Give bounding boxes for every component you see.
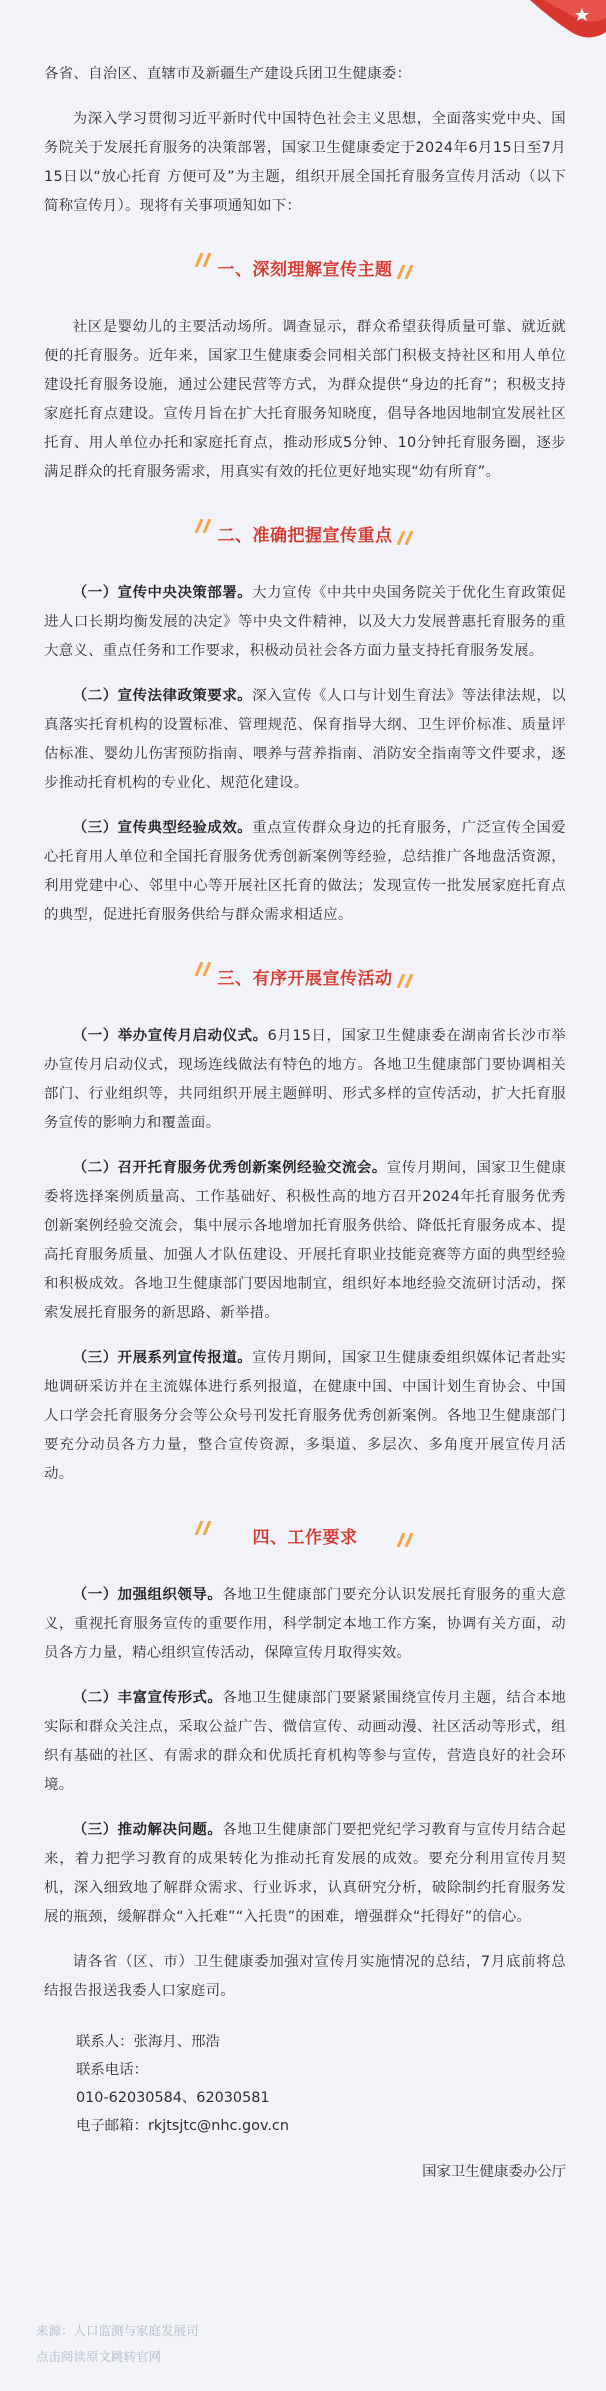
slash-decoration-icon (394, 974, 418, 988)
section-paragraph: （二）宣传法律政策要求。深入宣传《人口与计划生育法》等法律法规，以真落实托育机构的设置标准、管理规范、保育指导大纲、卫生评价标准、质量评估标准、婴幼儿伤害预防指南、喂养与营养指南、消防安全指南等文件要求，逐步推动托育机构的专业化、规范化建设。 (44, 688, 566, 791)
signature: 国家卫生健康委办公厅 (422, 2164, 566, 2180)
contact-person: 联系人：张海月、邢浩 (76, 2034, 220, 2050)
section-paragraph: （三）宣传典型经验成效。重点宣传群众身边的托育服务，广泛宣传全国爱心托育用人单位和全国托育服务优秀创新案例等经验，总结推广各地盘活资源，利用党建中心、邻里中心等开展社区托育的做法；发现宣传一批发展家庭托育点的典型，促进托育服务供给与群众需求相适应。 (44, 820, 566, 923)
section-title: 一、深刻理解宣传主题 (217, 259, 393, 280)
paragraph-lead: （一）宣传中央决策部署。 (72, 585, 253, 601)
paragraph-lead: （三）开展系列宣传报道。 (72, 1350, 253, 1366)
section-title: 三、有序开展宣传活动 (217, 968, 393, 989)
paragraph-lead: （二）宣传法律政策要求。 (72, 688, 253, 704)
paragraph-lead: （一）举办宣传月启动仪式。 (72, 1028, 268, 1044)
slash-decoration-icon (192, 253, 216, 267)
salutation: 各省、自治区、直辖市及新疆生产建设兵团卫生健康委： (44, 66, 412, 82)
section-paragraph: （一）加强组织领导。各地卫生健康部门要充分认识发展托育服务的重大意义，重视托育服务宣传的重要作用，科学制定本地工作方案，协调有关方面，动员各方力量，精心组织宣传活动，保障宣传月取得实效。 (44, 1587, 566, 1661)
slash-decoration-icon (192, 519, 216, 533)
paragraph-lead: （二）丰富宣传形式。 (72, 1690, 223, 1706)
section-paragraph: （三）开展系列宣传报道。宣传月期间，国家卫生健康委组织媒体记者赴实地调研采访并在主流媒体进行系列报道，在健康中国、中国计划生育协会、中国人口学会托育服务分会等公众号刊发托育服务优秀创新案例。各地卫生健康部门要充分动员各方力量，整合宣传资源，多渠道、多层次、多角度开展宣传月活动。 (44, 1350, 566, 1482)
red-flag-banner-icon (510, 0, 606, 44)
source-text: 来源：人口监测与家庭发展司 (36, 2323, 199, 2338)
footer (36, 2318, 199, 2370)
closing-paragraph: 请各省（区、市）卫生健康委加强对宣传月实施情况的总结，7月底前将总结报告报送我委人口家庭司。 (44, 1954, 566, 1999)
slash-decoration-icon (394, 531, 418, 545)
paragraph-lead: （三）宣传典型经验成效。 (72, 820, 253, 836)
section-heading-1 (44, 247, 566, 287)
paragraph-lead: （一）加强组织领导。 (72, 1587, 223, 1603)
section-paragraph: （二）召开托育服务优秀创新案例经验交流会。宣传月期间，国家卫生健康委将选择案例质量高、工作基础好、积极性高的地方召开2024年托育服务优秀创新案例经验交流会，集中展示各地增加托育服务供给、降低托育服务成本、提高托育服务质量、加强人才队伍建设、开展托育职业技能竞赛等方面的典型经验和积极成效。各地卫生健康部门要因地制宜，组织好本地经验交流研讨活动，探索发展托育服务的新思路、新举措。 (44, 1160, 566, 1321)
section-heading-2 (44, 513, 566, 553)
section-paragraph: （一）举办宣传月启动仪式。6月15日，国家卫生健康委在湖南省长沙市举办宣传月启动仪式，现场连线做法有特色的地方。各地卫生健康部门要协调相关部门、行业组织等，共同组织开展主题鲜明、形式多样的宣传活动，扩大托育服务宣传的影响力和覆盖面。 (44, 1028, 566, 1131)
slash-decoration-icon (192, 1521, 216, 1535)
intro-paragraph: 为深入学习贯彻习近平新时代中国特色社会主义思想，全面落实党中央、国务院关于发展托育服务的决策部署，国家卫生健康委定于2024年6月15日至7月15日以“放心托育 方便可及”为主题，组织开展全国托育服务宣传月活动（以下简称宣传月）。现将有关事项通知如下： (44, 111, 566, 214)
contact-phone-value: 010-62030584、62030581 (76, 2090, 270, 2106)
contact-phone-label: 联系电话： (76, 2062, 148, 2078)
contact-block (44, 2028, 566, 2140)
section-title: 二、准确把握宣传重点 (217, 525, 393, 546)
contact-email: 电子邮箱：rkjtsjtc@nhc.gov.cn (76, 2118, 289, 2134)
read-original-link[interactable]: 点击阅读原文跳转官网 (36, 2349, 162, 2364)
slash-decoration-icon (192, 962, 216, 976)
paragraph-lead: （二）召开托育服务优秀创新案例经验交流会。 (72, 1160, 387, 1176)
section-paragraph: 社区是婴幼儿的主要活动场所。调查显示，群众希望获得质量可靠、就近就便的托育服务。近年来，国家卫生健康委会同相关部门积极支持社区和用人单位建设托育服务设施，通过公建民营等方式，为群众提供“身边的托育”；积极支持家庭托育点建设。宣传月旨在扩大托育服务知晓度，倡导各地因地制宜发展社区托育、用人单位办托和家庭托育点，推动形成5分钟、10分钟托育服务圈，逐步满足群众的托育服务需求，用真实有效的托位更好地实现“幼有所育”。 (44, 319, 566, 480)
section-paragraph: （一）宣传中央决策部署。大力宣传《中共中央国务院关于优化生育政策促进人口长期均衡发展的决定》等中央文件精神，以及大力发展普惠托育服务的重大意义、重点任务和工作要求，积极动员社会各方面力量支持托育服务发展。 (44, 585, 566, 659)
section-heading-3 (44, 956, 566, 996)
section-paragraph: （三）推动解决问题。各地卫生健康部门要把党纪学习教育与宣传月结合起来，着力把学习教育的成果转化为推动托育发展的成效。要充分利用宣传月契机，深入细致地了解群众需求、行业诉求，认真研究分析，破除制约托育服务发展的瓶颈，缓解群众“入托难”“入托贵”的困难，增强群众“托得好”的信心。 (44, 1822, 566, 1925)
paragraph-lead: （三）推动解决问题。 (72, 1822, 223, 1838)
section-heading-4 (44, 1515, 566, 1555)
section-title: 四、工作要求 (252, 1527, 358, 1548)
section-paragraph: （二）丰富宣传形式。各地卫生健康部门要紧紧围绕宣传月主题，结合本地实际和群众关注点，采取公益广告、微信宣传、动画动漫、社区活动等形式，组织有基础的社区、有需求的群众和优质托育机构等参与宣传，营造良好的社会环境。 (44, 1690, 566, 1793)
article-body (44, 60, 566, 2181)
slash-decoration-icon (394, 265, 418, 279)
slash-decoration-icon (394, 1533, 418, 1547)
